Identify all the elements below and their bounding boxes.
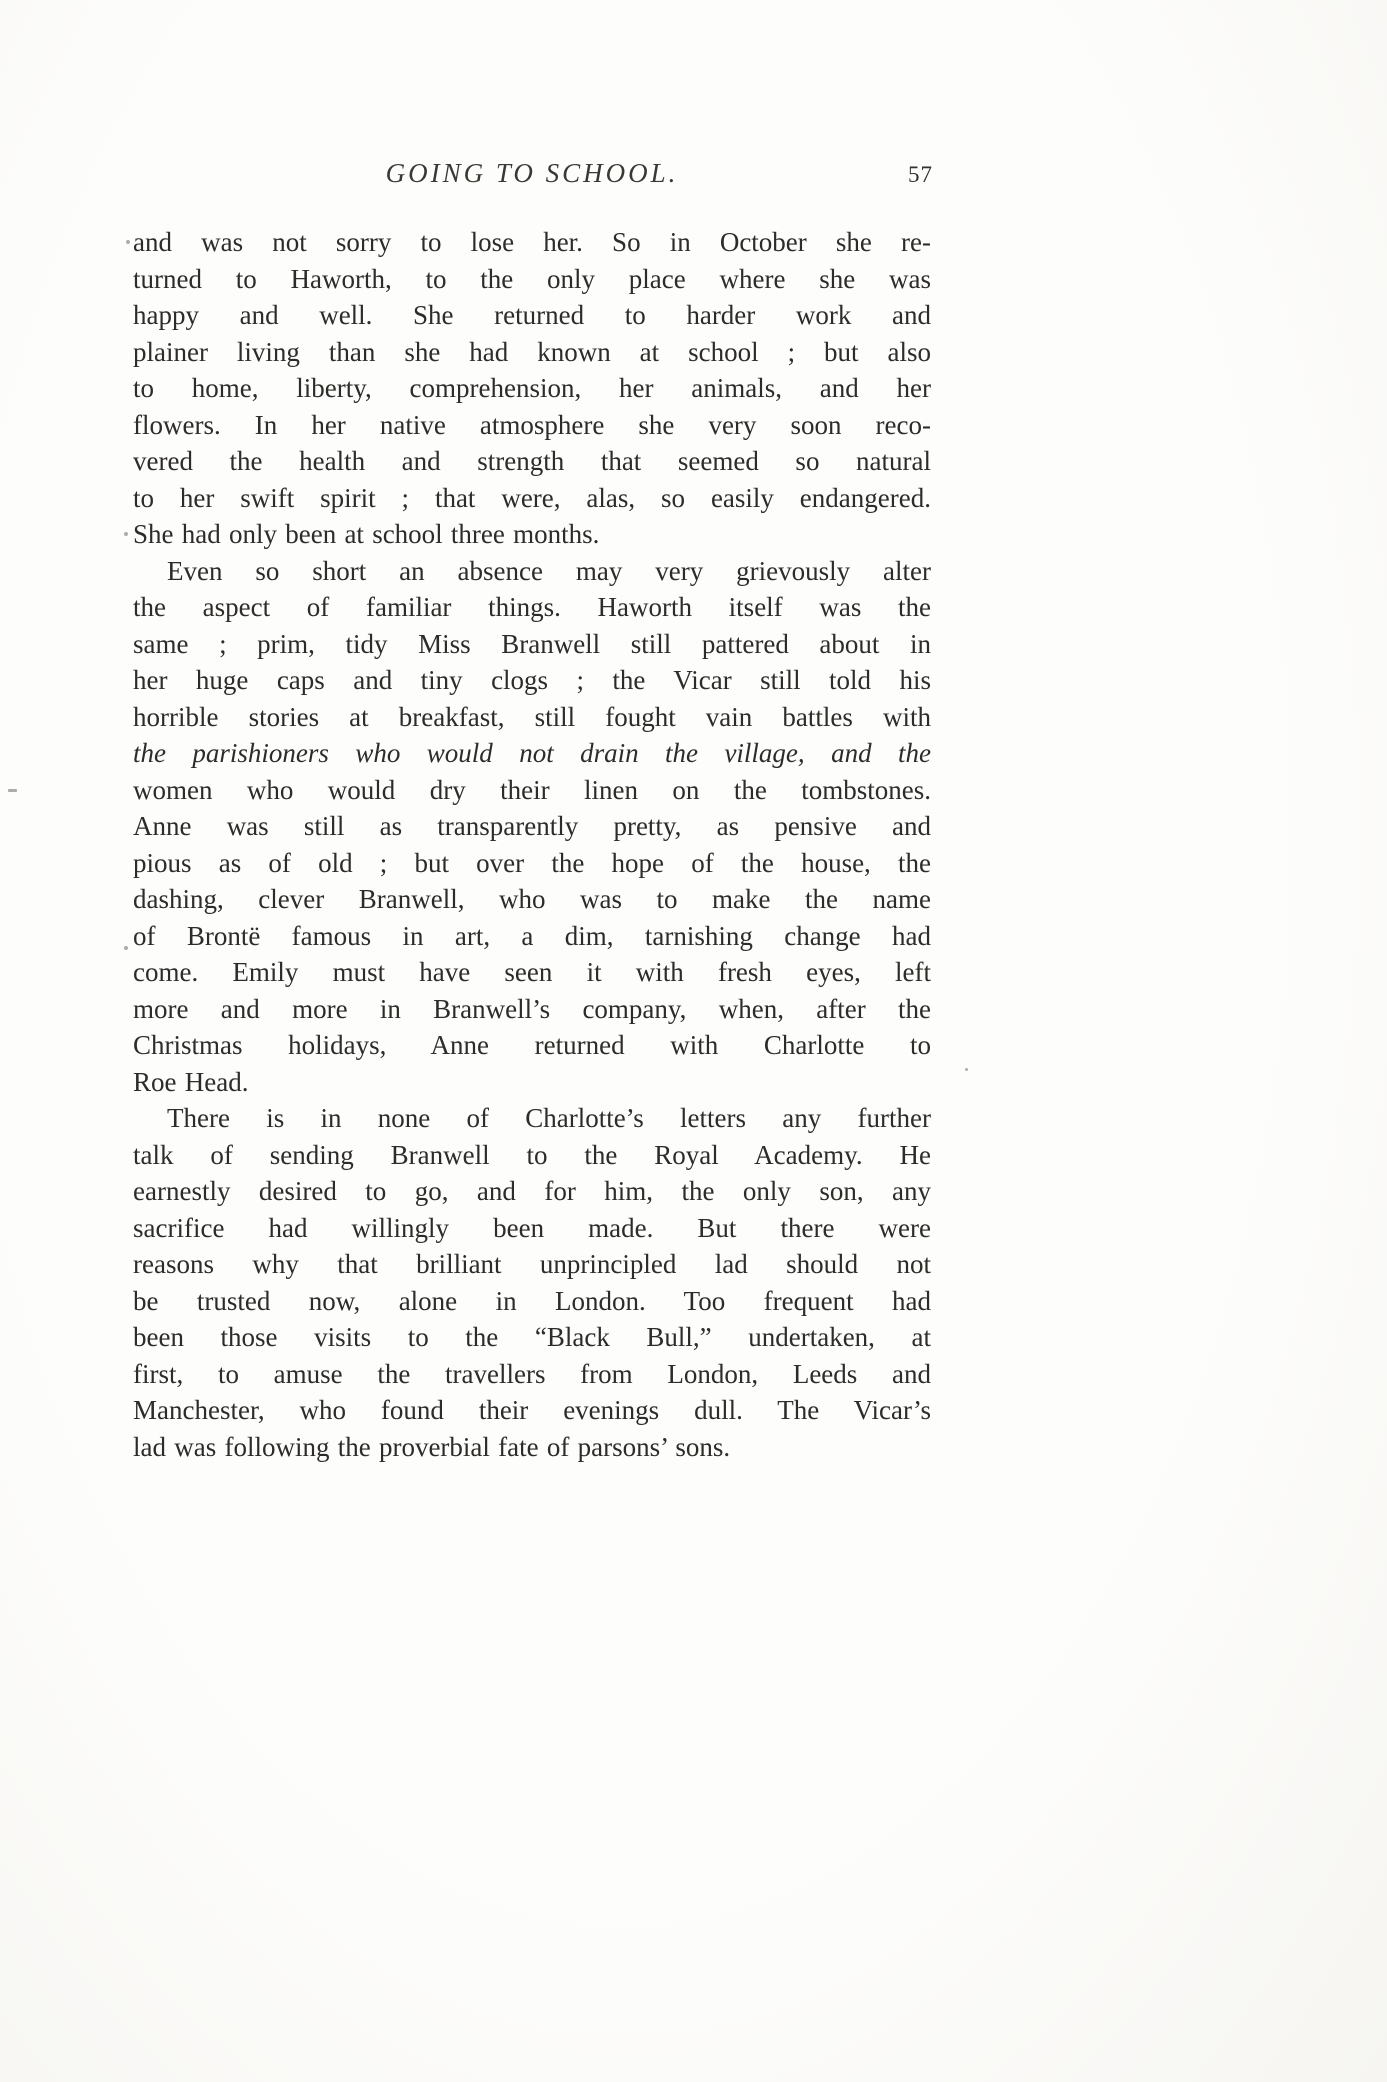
text-line: to her swift spirit ; that were, alas, so easily endangered. <box>133 482 931 513</box>
text-line: Christmas holidays, Anne returned with Charlotte to <box>133 1030 931 1060</box>
scan-speck <box>124 532 128 536</box>
text-line: lad was following the proverbial fate of parsons’ sons. <box>133 1431 731 1462</box>
text-line: Manchester, who found their evenings dull. The Vicar’s <box>133 1395 931 1425</box>
paragraph <box>133 224 931 553</box>
scan-speck <box>965 1068 968 1071</box>
text-line: pious as of old ; but over the hope of the house, the <box>133 847 931 878</box>
scan-speck <box>126 240 130 244</box>
text-line: to home, liberty, comprehension, her animals, and her <box>133 373 931 403</box>
text-body <box>133 224 931 1465</box>
text-line: dashing, clever Branwell, who was to make the name <box>133 884 931 914</box>
text-line: be trusted now, alone in London. Too frequent had <box>133 1285 931 1316</box>
text-line: been those visits to the “Black Bull,” undertaken, at <box>133 1322 931 1352</box>
text-line: There is in none of Charlotte’s letters any further <box>167 1103 931 1133</box>
text-line: She had only been at school three months. <box>133 519 600 549</box>
text-line: more and more in Branwell’s company, when, after the <box>133 993 931 1024</box>
text-line: women who would dry their linen on the tombstones. <box>133 774 931 805</box>
text-line: first, to amuse the travellers from London, Leeds and <box>133 1358 931 1389</box>
text-line: plainer living than she had known at school ; but also <box>133 336 931 367</box>
page-number: 57 <box>908 162 933 187</box>
text-line: earnestly desired to go, and for him, the only son, any <box>133 1176 931 1206</box>
text-line: sacrifice had willingly been made. But there were <box>133 1212 931 1243</box>
text-line: same ; prim, tidy Miss Branwell still pattered about in <box>133 628 931 659</box>
text-line: Anne was still as transparently pretty, as pensive and <box>133 811 931 841</box>
page-title: GOING TO SCHOOL. <box>385 158 679 188</box>
text-line: and was not sorry to lose her. So in October she re- <box>133 227 931 257</box>
running-head <box>133 158 931 196</box>
scan-speck <box>8 789 17 792</box>
text-line: talk of sending Branwell to the Royal Academy. He <box>133 1139 931 1170</box>
text-line: vered the health and strength that seemed so natural <box>133 446 931 476</box>
text-line: the parishioners who would not drain the village, and the <box>133 738 931 768</box>
text-line: of Brontë famous in art, a dim, tarnishing change had <box>133 920 931 951</box>
text-line: come. Emily must have seen it with fresh eyes, left <box>133 957 931 987</box>
text-line: turned to Haworth, to the only place where she was <box>133 263 931 294</box>
text-line: reasons why that brilliant unprincipled lad should not <box>133 1249 931 1279</box>
text-line: the aspect of familiar things. Haworth itself was the <box>133 592 931 622</box>
text-line: horrible stories at breakfast, still fought vain battles with <box>133 701 931 732</box>
text-line: flowers. In her native atmosphere she very soon reco- <box>133 409 931 440</box>
text-line: Roe Head. <box>133 1066 249 1097</box>
scan-speck <box>124 946 128 950</box>
paragraph <box>133 1100 931 1465</box>
text-line: her huge caps and tiny clogs ; the Vicar still told his <box>133 665 931 695</box>
text-block <box>133 158 931 1465</box>
text-line: happy and well. She returned to harder work and <box>133 300 931 330</box>
paragraph <box>133 553 931 1101</box>
text-line: Even so short an absence may very grievously alter <box>167 555 931 586</box>
